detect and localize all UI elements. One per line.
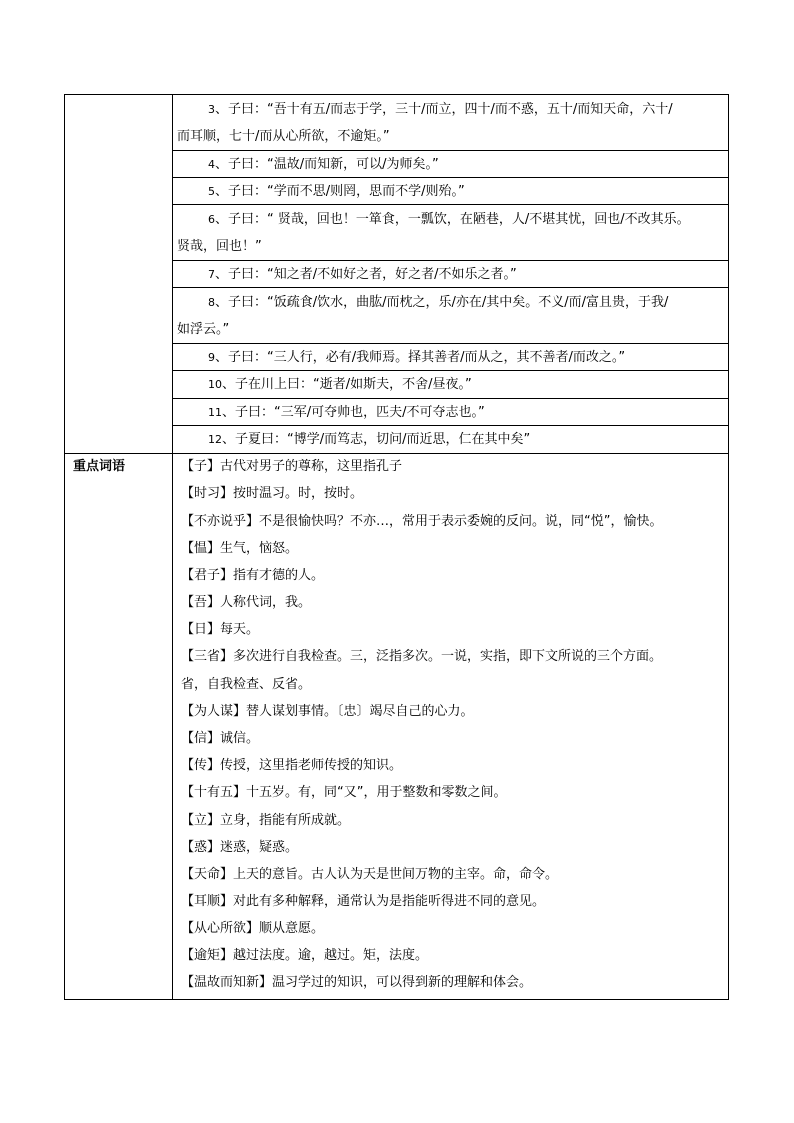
passage-8 [174, 289, 722, 316]
passage-number: 4 [208, 158, 215, 171]
term-item: 【天命】上天的意旨。古人认为天是世间万物的主宰。命，命令。 [181, 867, 559, 882]
term-item: 【逾矩】越过法度。逾，越过。矩，法度。 [181, 948, 429, 963]
term-item: 【温故而知新】温习学过的知识，可以得到新的理解和体会。 [181, 975, 533, 990]
passage-text: 、子曰：“ 贤哉，回也！一箪食，一瓢饮，在陋巷，人/不堪其忧，回也/不改其乐。 [215, 212, 690, 227]
passage-7 [174, 261, 722, 288]
passage-number: 6 [208, 213, 215, 226]
passage-8-cont [174, 316, 722, 343]
term-item: 【惑】迷惑，疑惑。 [181, 840, 299, 855]
passage-number: 7 [208, 268, 215, 281]
passage-6 [174, 206, 722, 233]
passage-6-cont [174, 233, 722, 260]
passage-text: 、子在川上曰：“逝者/如斯夫，不舍/昼夜。” [222, 377, 472, 392]
passage-11 [174, 399, 722, 426]
content-table [64, 94, 729, 1000]
term-item: 【信】诚信。 [181, 731, 260, 746]
passage-9 [174, 344, 722, 371]
passage-number: 12 [208, 433, 222, 446]
passage-number: 9 [208, 351, 215, 364]
passage-text: 、子曰：“吾十有五/而志于学，三十/而立，四十/而不惑，五十/而知天命，六十/ [215, 102, 673, 117]
passage-text: 贤哉，回也！” [177, 239, 262, 254]
passage-text: 、子曰：“三人行，必有/我师焉。择其善者/而从之，其不善者/而改之。” [215, 350, 626, 365]
passage-12 [174, 426, 722, 453]
term-item: 【不亦说乎】不是很愉快吗？不亦…，常用于表示委婉的反问。说，同“悦”，愉快。 [181, 514, 663, 529]
term-item: 【十有五】十五岁。有，同“又”，用于整数和零数之间。 [181, 785, 507, 800]
term-item: 【三省】多次进行自我检查。三，泛指多次。一说，实指，即下文所说的三个方面。 [181, 649, 663, 664]
term-item: 【吾】人称代词，我。 [181, 595, 312, 610]
term-item: 【传】传授，这里指老师传授的知识。 [181, 758, 403, 773]
term-item: 【为人谋】替人谋划事情。〔忠〕竭尽自己的心力。 [181, 704, 474, 719]
passage-4 [174, 151, 722, 178]
passage-5 [174, 178, 722, 205]
passage-text: 、子曰：“温故/而知新，可以/为师矣。” [215, 157, 439, 172]
passage-10 [174, 371, 722, 398]
passage-number: 10 [208, 378, 222, 391]
term-item: 【子】古代对男子的尊称，这里指孔子 [181, 459, 403, 474]
term-item: 【立】立身，指能有所成就。 [181, 813, 351, 828]
passage-text: 、子夏曰：“博学/而笃志，切问/而近思，仁在其中矣” [222, 432, 531, 447]
passage-text: 、子曰：“学而不思/则罔，思而不学/则殆。” [215, 184, 465, 199]
passage-3-cont [174, 123, 722, 150]
passage-number: 11 [208, 406, 222, 419]
passage-number: 3 [208, 103, 215, 116]
term-item: 【愠】生气，恼怒。 [181, 541, 299, 556]
passage-text: 如浮云。” [177, 322, 230, 337]
passage-text: 、子曰：“知之者/不如好之者，好之者/不如乐之者。” [215, 267, 517, 282]
term-item: 【耳顺】对此有多种解释，通常认为是指能听得进不同的意见。 [181, 894, 546, 909]
left-column [65, 95, 173, 999]
passage-text: 而耳顺，七十/而从心所欲，不逾矩。” [177, 129, 390, 144]
passage-3 [174, 96, 722, 123]
term-item: 【时习】按时温习。时，按时。 [181, 486, 364, 501]
passage-text: 、子曰：“三军/可夺帅也，匹夫/不可夺志也。” [222, 405, 485, 420]
term-item: 【君子】指有才德的人。 [181, 568, 325, 583]
passage-number: 8 [208, 296, 215, 309]
passage-number: 5 [208, 185, 215, 198]
term-item: 省，自我检查、反省。 [181, 677, 312, 692]
term-item: 【从心所欲】顺从意愿。 [181, 921, 325, 936]
vocab-section-label: 重点词语 [73, 459, 126, 474]
term-item: 【日】每天。 [181, 622, 260, 637]
passage-text: 、子曰：“饭疏食/饮水，曲肱/而枕之，乐/亦在/其中矣。不义/而/富且贵，于我/ [215, 295, 669, 310]
